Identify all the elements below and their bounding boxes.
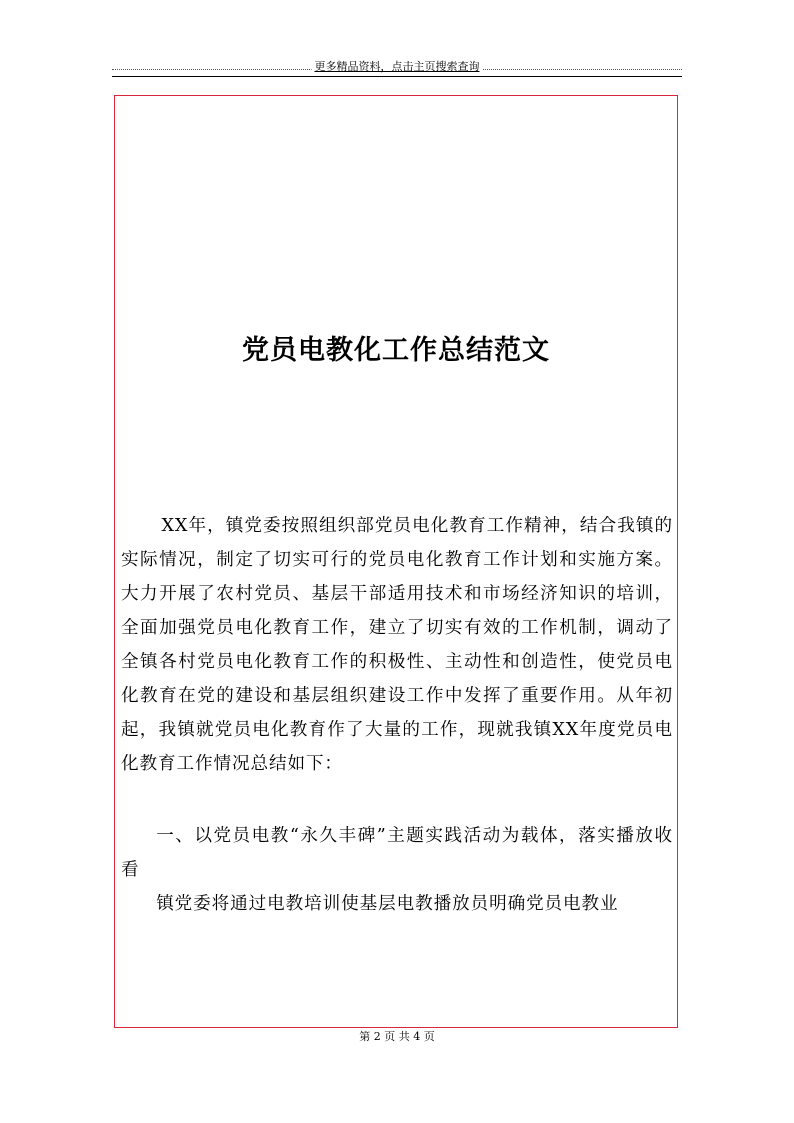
document-body [121,509,673,921]
header-link-text[interactable]: 更多精品资料，点击主页搜索查询 [312,58,483,76]
paragraph-spacer [121,781,673,819]
body-paragraph-section-1: 镇党委将通过电教培训使基层电教播放员明确党员电教业 [156,894,619,914]
page-header [112,58,682,77]
page-number-footer: 第 2 页 共 4 页 [359,1030,435,1043]
document-title: 党员电教化工作总结范文 [242,335,550,366]
section-heading-1: 一、以党员电教“永久丰碑”主题实践活动为载体，落实播放收看 [121,826,673,880]
body-paragraph-intro: XX年，镇党委按照组织部党员电化教育工作精神，结合我镇的实际情况，制定了切实可行的党员电化教育工作计划和实施方案。大力开展了农村党员、基层干部适用技术和市场经济知识的培训，全面加强党员电化教育工作，建立了切实有效的工作机制，调动了全镇各村党员电化教育工作的积极性、主动性和创造性，使党员电化教育在党的建设和基层组织建设工作中发挥了重要作用。从年初起，我镇就党员电化教育作了大量的工作，现就我镇XX年度党员电化教育工作情况总结如下： [121,516,673,774]
